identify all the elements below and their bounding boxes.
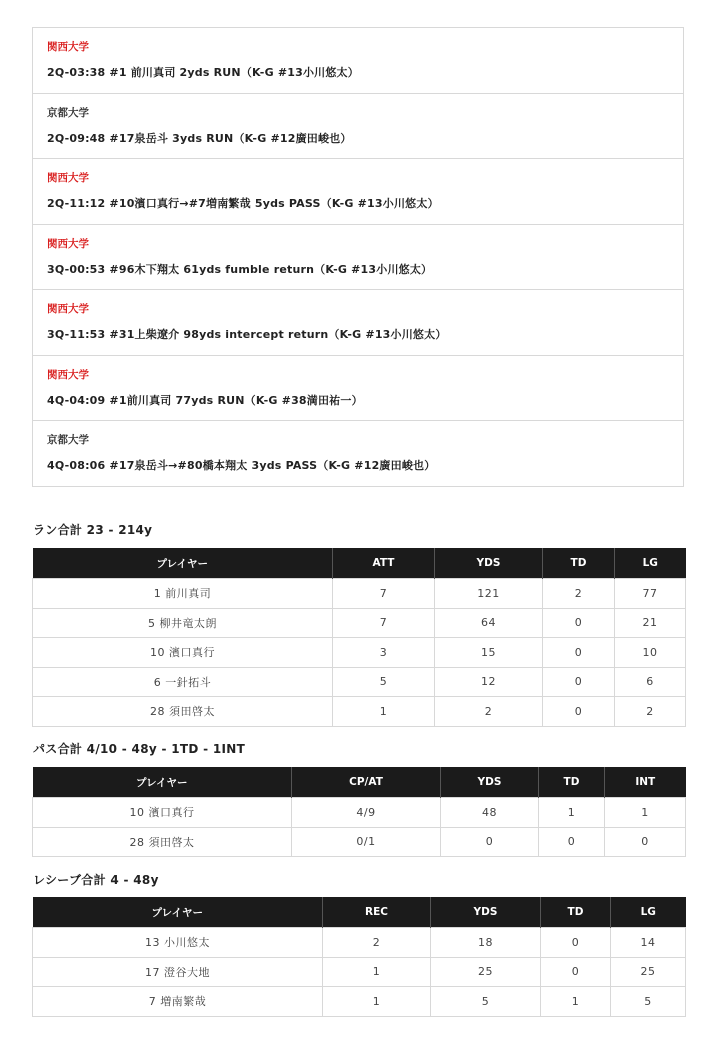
stat-cell: 5 — [431, 987, 541, 1017]
table-row — [33, 928, 686, 958]
player-cell: 5 柳井竜太朗 — [33, 608, 333, 638]
stat-cell: 25 — [611, 957, 686, 987]
rushing-table — [32, 548, 686, 727]
stat-cell: 12 — [435, 667, 543, 697]
column-header: TD — [539, 767, 605, 798]
table-row — [33, 638, 686, 668]
stat-cell: 3 — [333, 638, 435, 668]
player-cell: 6 一針拓斗 — [33, 667, 333, 697]
table-header-row — [33, 548, 686, 579]
player-cell: 10 濱口真行 — [33, 638, 333, 668]
stat-cell: 1 — [541, 987, 611, 1017]
column-header: LG — [611, 897, 686, 928]
stat-cell: 1 — [605, 798, 686, 828]
table-header-row — [33, 897, 686, 928]
scoring-play — [33, 94, 683, 160]
stat-cell: 0 — [541, 928, 611, 958]
table-row — [33, 798, 686, 828]
rushing-title: ラン合計 23 - 214y — [33, 523, 153, 537]
player-cell: 1 前川真司 — [33, 579, 333, 609]
column-header: CP/AT — [292, 767, 441, 798]
table-row — [33, 987, 686, 1017]
player-cell: 28 須田啓太 — [33, 697, 333, 727]
stat-cell: 0 — [541, 957, 611, 987]
stat-cell: 0 — [605, 827, 686, 857]
column-header: YDS — [441, 767, 539, 798]
play-description: 2Q-03:38 #1 前川真司 2yds RUN（K-G #13小川悠太） — [47, 66, 359, 79]
receiving-title: レシーブ合計 4 - 48y — [33, 873, 159, 887]
table-row — [33, 827, 686, 857]
play-team: 関西大学 — [47, 172, 89, 184]
stat-cell: 1 — [539, 798, 605, 828]
stat-cell: 121 — [435, 579, 543, 609]
column-header: TD — [543, 548, 615, 579]
table-row — [33, 697, 686, 727]
receiving-table — [32, 897, 686, 1017]
player-cell: 13 小川悠太 — [33, 928, 323, 958]
stat-cell: 0 — [441, 827, 539, 857]
stat-cell: 2 — [435, 697, 543, 727]
scoring-play — [33, 28, 683, 94]
table-header-row — [33, 767, 686, 798]
stat-cell: 2 — [615, 697, 686, 727]
scoring-play — [33, 159, 683, 225]
stat-cell: 1 — [333, 697, 435, 727]
stat-cell: 4/9 — [292, 798, 441, 828]
stat-cell: 7 — [333, 608, 435, 638]
stat-cell: 14 — [611, 928, 686, 958]
column-header: ATT — [333, 548, 435, 579]
stat-cell: 5 — [611, 987, 686, 1017]
passing-title: パス合計 4/10 - 48y - 1TD - 1INT — [33, 742, 246, 756]
column-header: プレイヤー — [33, 548, 333, 579]
scoring-play — [33, 290, 683, 356]
player-cell: 7 増南繁哉 — [33, 987, 323, 1017]
passing-table — [32, 767, 686, 857]
stat-cell: 18 — [431, 928, 541, 958]
stat-cell: 2 — [543, 579, 615, 609]
scoring-play — [33, 356, 683, 422]
play-team: 京都大学 — [47, 106, 89, 119]
play-team: 関西大学 — [47, 237, 89, 250]
stat-cell: 6 — [615, 667, 686, 697]
play-team: 京都大学 — [47, 434, 89, 446]
play-team: 関西大学 — [47, 368, 89, 381]
stat-cell: 64 — [435, 608, 543, 638]
play-description: 3Q-11:53 #31上柴遼介 98yds intercept return（K-G #13小川悠太） — [47, 328, 447, 341]
stat-cell: 0 — [543, 638, 615, 668]
play-description: 4Q-04:09 #1前川真司 77yds RUN（K-G #38満田祐一） — [47, 393, 363, 407]
stat-cell: 1 — [323, 957, 431, 987]
play-description: 3Q-00:53 #96木下翔太 61yds fumble return（K-G #13小川悠太） — [47, 262, 433, 276]
stat-cell: 21 — [615, 608, 686, 638]
play-team: 関西大学 — [47, 41, 89, 53]
column-header: プレイヤー — [33, 767, 292, 798]
table-row — [33, 579, 686, 609]
stat-cell: 77 — [615, 579, 686, 609]
stat-cell: 0 — [543, 667, 615, 697]
stat-cell: 1 — [323, 987, 431, 1017]
player-cell: 10 濱口真行 — [33, 798, 292, 828]
stat-cell: 0 — [543, 697, 615, 727]
column-header: INT — [605, 767, 686, 798]
play-description: 2Q-11:12 #10濱口真行→#7増南繁哉 5yds PASS（K-G #13小川悠太） — [47, 197, 439, 210]
column-header: YDS — [435, 548, 543, 579]
column-header: プレイヤー — [33, 897, 323, 928]
scoring-play — [33, 225, 683, 291]
table-row — [33, 608, 686, 638]
play-team: 関西大学 — [47, 303, 89, 315]
column-header: TD — [541, 897, 611, 928]
stat-cell: 0 — [539, 827, 605, 857]
play-description: 4Q-08:06 #17泉岳斗→#80橋本翔太 3yds PASS（K-G #12廣田峻也） — [47, 459, 436, 472]
stat-cell: 7 — [333, 579, 435, 609]
stat-cell: 25 — [431, 957, 541, 987]
stat-cell: 0 — [543, 608, 615, 638]
scoring-play — [33, 421, 683, 487]
scoring-plays-list — [32, 27, 684, 487]
stat-cell: 2 — [323, 928, 431, 958]
player-cell: 17 澄谷大地 — [33, 957, 323, 987]
play-description: 2Q-09:48 #17泉岳斗 3yds RUN（K-G #12廣田峻也） — [47, 131, 352, 145]
stat-cell: 15 — [435, 638, 543, 668]
column-header: REC — [323, 897, 431, 928]
stat-cell: 0/1 — [292, 827, 441, 857]
column-header: YDS — [431, 897, 541, 928]
player-cell: 28 須田啓太 — [33, 827, 292, 857]
stat-cell: 10 — [615, 638, 686, 668]
table-row — [33, 957, 686, 987]
stat-cell: 5 — [333, 667, 435, 697]
stat-cell: 48 — [441, 798, 539, 828]
table-row — [33, 667, 686, 697]
column-header: LG — [615, 548, 686, 579]
